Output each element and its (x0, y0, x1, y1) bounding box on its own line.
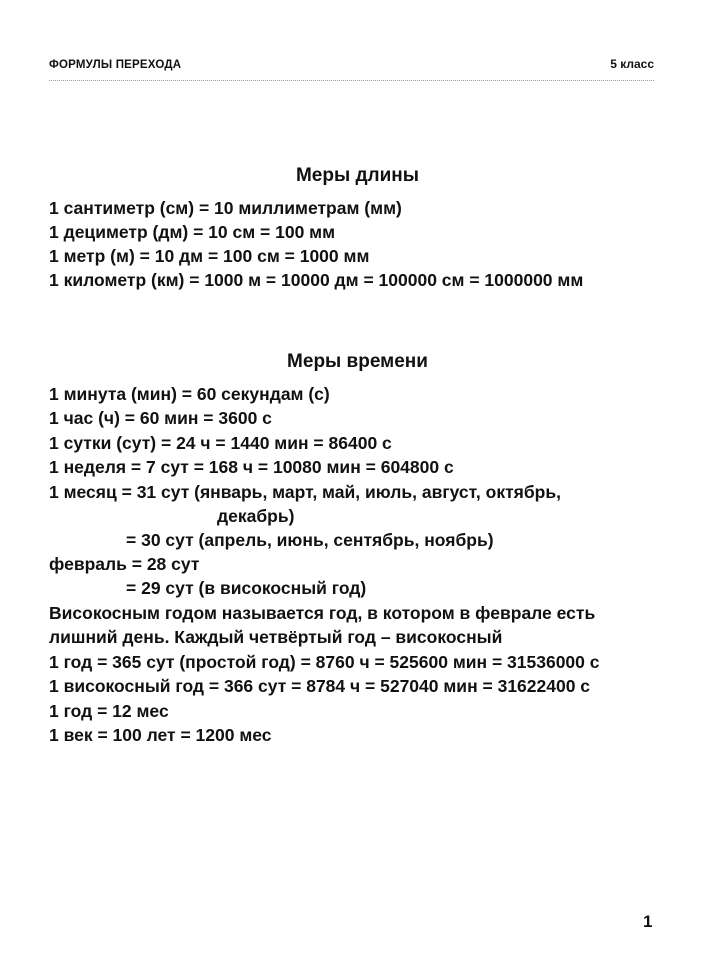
header-divider (49, 80, 654, 81)
time-line: 1 неделя = 7 сут = 168 ч = 10080 мин = 604800 с (49, 457, 454, 477)
time-line: 1 час (ч) = 60 мин = 3600 с (49, 408, 272, 428)
time-line: 1 год = 365 сут (простой год) = 8760 ч = 525600 мин = 31536000 с (49, 652, 600, 672)
time-line: 1 сутки (сут) = 24 ч = 1440 мин = 86400 с (49, 433, 392, 453)
length-line: 1 дециметр (дм) = 10 см = 100 мм (49, 222, 336, 242)
time-line: = 30 сут (апрель, июнь, сентябрь, ноябрь) (126, 530, 494, 550)
time-line: лишний день. Каждый четвёртый год – високосный (49, 627, 503, 647)
section-title-length: Меры длины (295, 165, 420, 186)
time-line: 1 век = 100 лет = 1200 мес (49, 725, 272, 745)
section-title-time: Меры времени (287, 351, 428, 372)
time-line: 1 месяц = 31 сут (январь, март, май, июль, август, октябрь, (49, 482, 561, 502)
running-header-title: ФОРМУЛЫ ПЕРЕХОДА (49, 59, 182, 71)
page-number: 1 (643, 912, 653, 931)
running-header-grade: 5 класс (610, 57, 654, 71)
length-line: 1 метр (м) = 10 дм = 100 см = 1000 мм (49, 246, 370, 266)
time-line: 1 год = 12 мес (49, 701, 169, 721)
time-line: = 29 сут (в високосный год) (126, 578, 367, 598)
time-line: декабрь) (217, 506, 295, 526)
time-line: 1 минута (мин) = 60 секундам (с) (49, 384, 330, 404)
length-line: 1 сантиметр (см) = 10 миллиметрам (мм) (49, 198, 402, 218)
time-line: февраль = 28 сут (49, 554, 200, 574)
time-line: Високосным годом называется год, в котором в феврале есть (49, 603, 596, 623)
time-line: 1 високосный год = 366 сут = 8784 ч = 527040 мин = 31622400 с (49, 676, 591, 696)
length-line: 1 километр (км) = 1000 м = 10000 дм = 100000 см = 1000000 мм (49, 270, 584, 290)
